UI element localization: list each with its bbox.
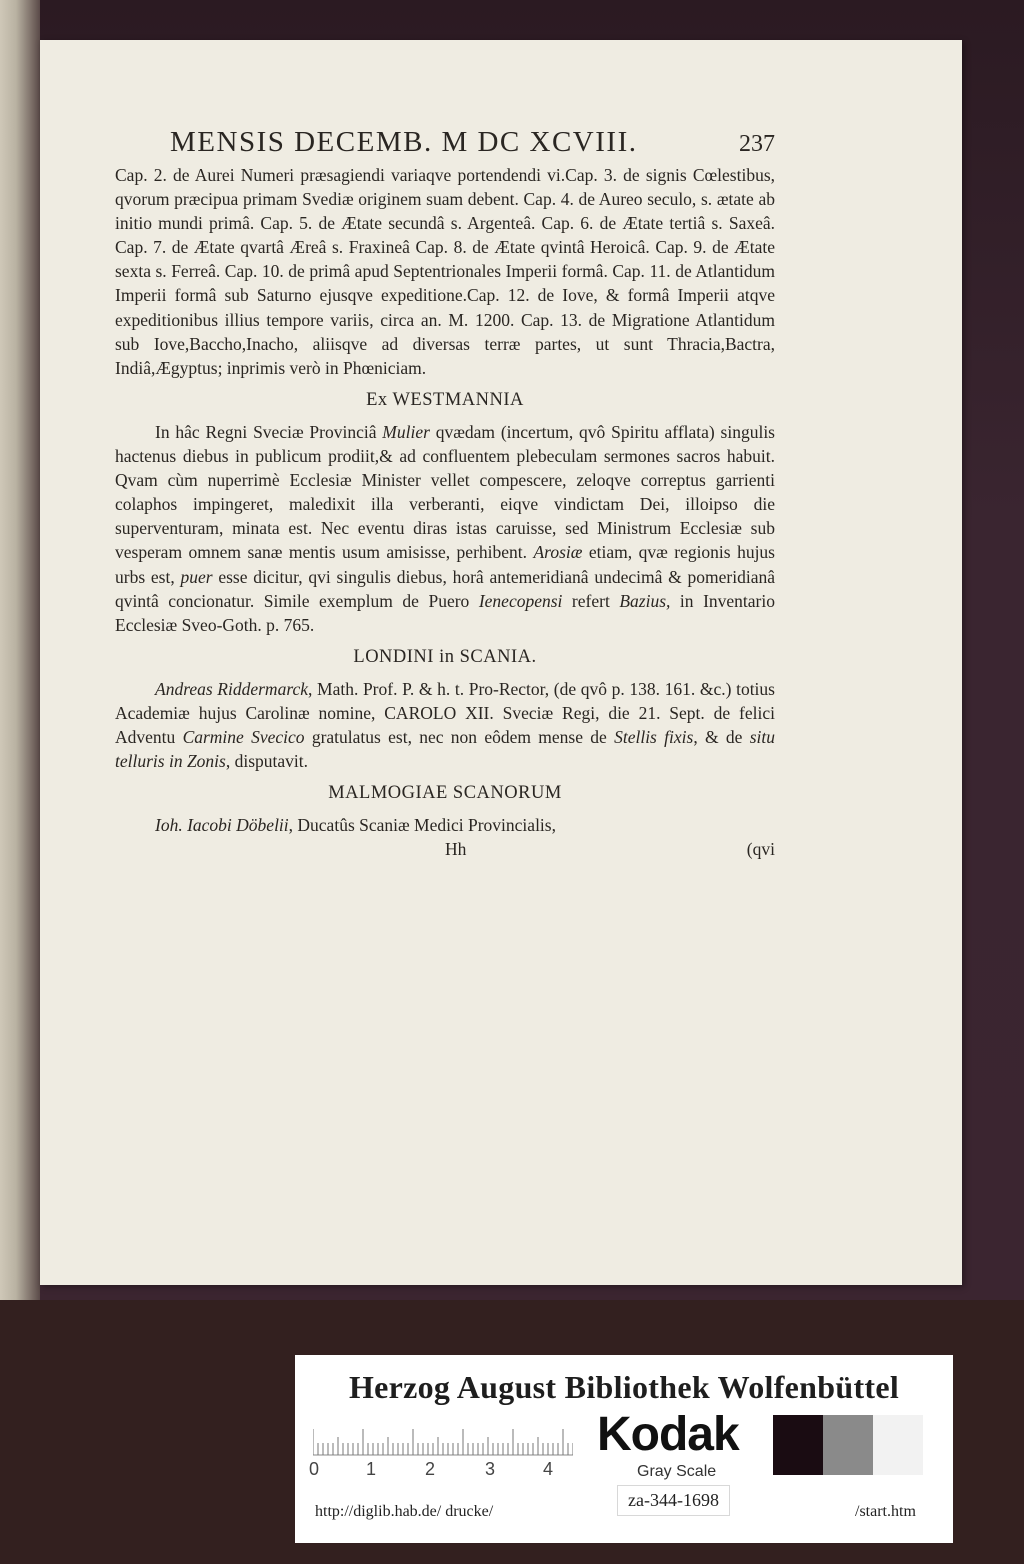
ruler-label: 2 — [425, 1459, 436, 1479]
section-heading-malmogiae: MALMOGIAE SCANORUM — [328, 783, 562, 804]
swatch-light — [873, 1415, 923, 1475]
page-content — [115, 125, 775, 862]
swatch-dark — [773, 1415, 823, 1475]
catchword: (qvi — [746, 839, 775, 860]
ruler-label: 0 — [309, 1459, 320, 1479]
start-page-path: /start.htm — [855, 1503, 916, 1520]
ruler-label: 3 — [485, 1459, 496, 1479]
adjacent-page-edge — [0, 0, 40, 1300]
page-number: 237 — [739, 131, 775, 157]
kodak-logo: Kodak — [597, 1408, 739, 1461]
digital-library-url: http://diglib.hab.de/ drucke/ — [315, 1503, 494, 1520]
section-heading-londini: LONDINI in SCANIA. — [353, 646, 537, 667]
malmogiae-paragraph: Ioh. Iacobi Döbelii, Ducatûs Scaniæ Medici Provincialis, — [155, 815, 556, 836]
gray-scale-swatches — [773, 1415, 923, 1475]
library-target-card — [295, 1355, 953, 1543]
londini-paragraph: Andreas Riddermarck, Math. Prof. P. & h. t. Pro-Rector, (de qvô p. 138. 161. &c.) totius Academiæ hujus Carolinæ nomine, CAROLO XII. Sveciæ Regi, die 21. Sept. de felici Adventu Carmine Svecico gratulatus est, nec non eôdem mense de Stellis fixis, & de situ telluris in Zonis, disputavit. — [115, 678, 775, 772]
section-heading-westmannia: Ex WESTMANNIA — [366, 389, 524, 410]
library-name: Herzog August Bibliothek Wolfenbüttel — [348, 1369, 900, 1405]
ruler-label: 1 — [366, 1459, 377, 1479]
gray-scale-label: Gray Scale — [637, 1463, 717, 1480]
running-header — [115, 125, 775, 161]
ruler-label: 4 — [543, 1459, 554, 1479]
signature-mark: Hh — [445, 839, 467, 860]
chapter-list-paragraph: Cap. 2. de Aurei Numeri præsagiendi variaqve portendendi vi.Cap. 3. de signis Cœlestibus, qvorum præcipua primam Svediæ originem suam debent. Cap. 4. de Aureo seculo, s. ætate ab initio mundi primâ. Cap. 5. de Ætate secundâ s. Argenteâ. Cap. 6. de Ætate tertiâ s. Saxeâ. Cap. 7. de Ætate qvartâ Æreâ s. Fraxineâ Cap. 8. de Ætate qvintâ Heroicâ. Cap. 9. de Ætate sexta s. Ferreâ. Cap. 10. de primâ apud Septentrionales Imperii formâ. Cap. 11. de Atlantidum Imperii formâ sub Saturno ejusqve expeditione.Cap. 12. de Iove, & formâ Imperii atqve expeditionibus illius tempore variis, circa an. M. 1200. Cap. 13. de Migratione Atlantidum sub Iove,Baccho,Inacho, aliisqve ad diversas terræ partes, ut sunt Thracia,Bactra, Indiâ,Ægyptus; inprimis verò in Phœniciam. — [115, 165, 775, 378]
header-title: MENSIS DECEMB. M DC XCVIII. — [170, 126, 638, 158]
shelfmark-code: za-344-1698 — [617, 1485, 730, 1516]
westmannia-paragraph: In hâc Regni Sveciæ Provinciâ Mulier qvædam (incertum, qvô Spiritu afflata) singulis hactenus diebus in publicum prodiit,& ad confluentem plebeculam sermones sacros habuit. Qvam cùm nuperrimè Ecclesiæ Minister vellet compescere, zeloqve correptus garrienti colaphos impingeret, maledixit illa verberanti, eiqve vindictam Dei, illoipso die superventuram, minata est. Nec eventu diras istas caruisse, sed Ministrum Ecclesiæ sub vesperam omnem sanæ mentis usum amisisse, perhibent. Arosiæ etiam, qvæ regionis hujus urbs est, puer esse dicitur, qvi singulis diebus, horâ antemeridianâ undecimâ & pomeridianâ qvintâ concionatur. Simile exemplum de Puero Ienecopensi refert Bazius, in Inventario Ecclesiæ Sveo-Goth. p. 765. — [115, 421, 775, 635]
signature-line — [115, 837, 775, 861]
ruler-labels — [309, 1459, 579, 1481]
swatch-mid — [823, 1415, 873, 1475]
